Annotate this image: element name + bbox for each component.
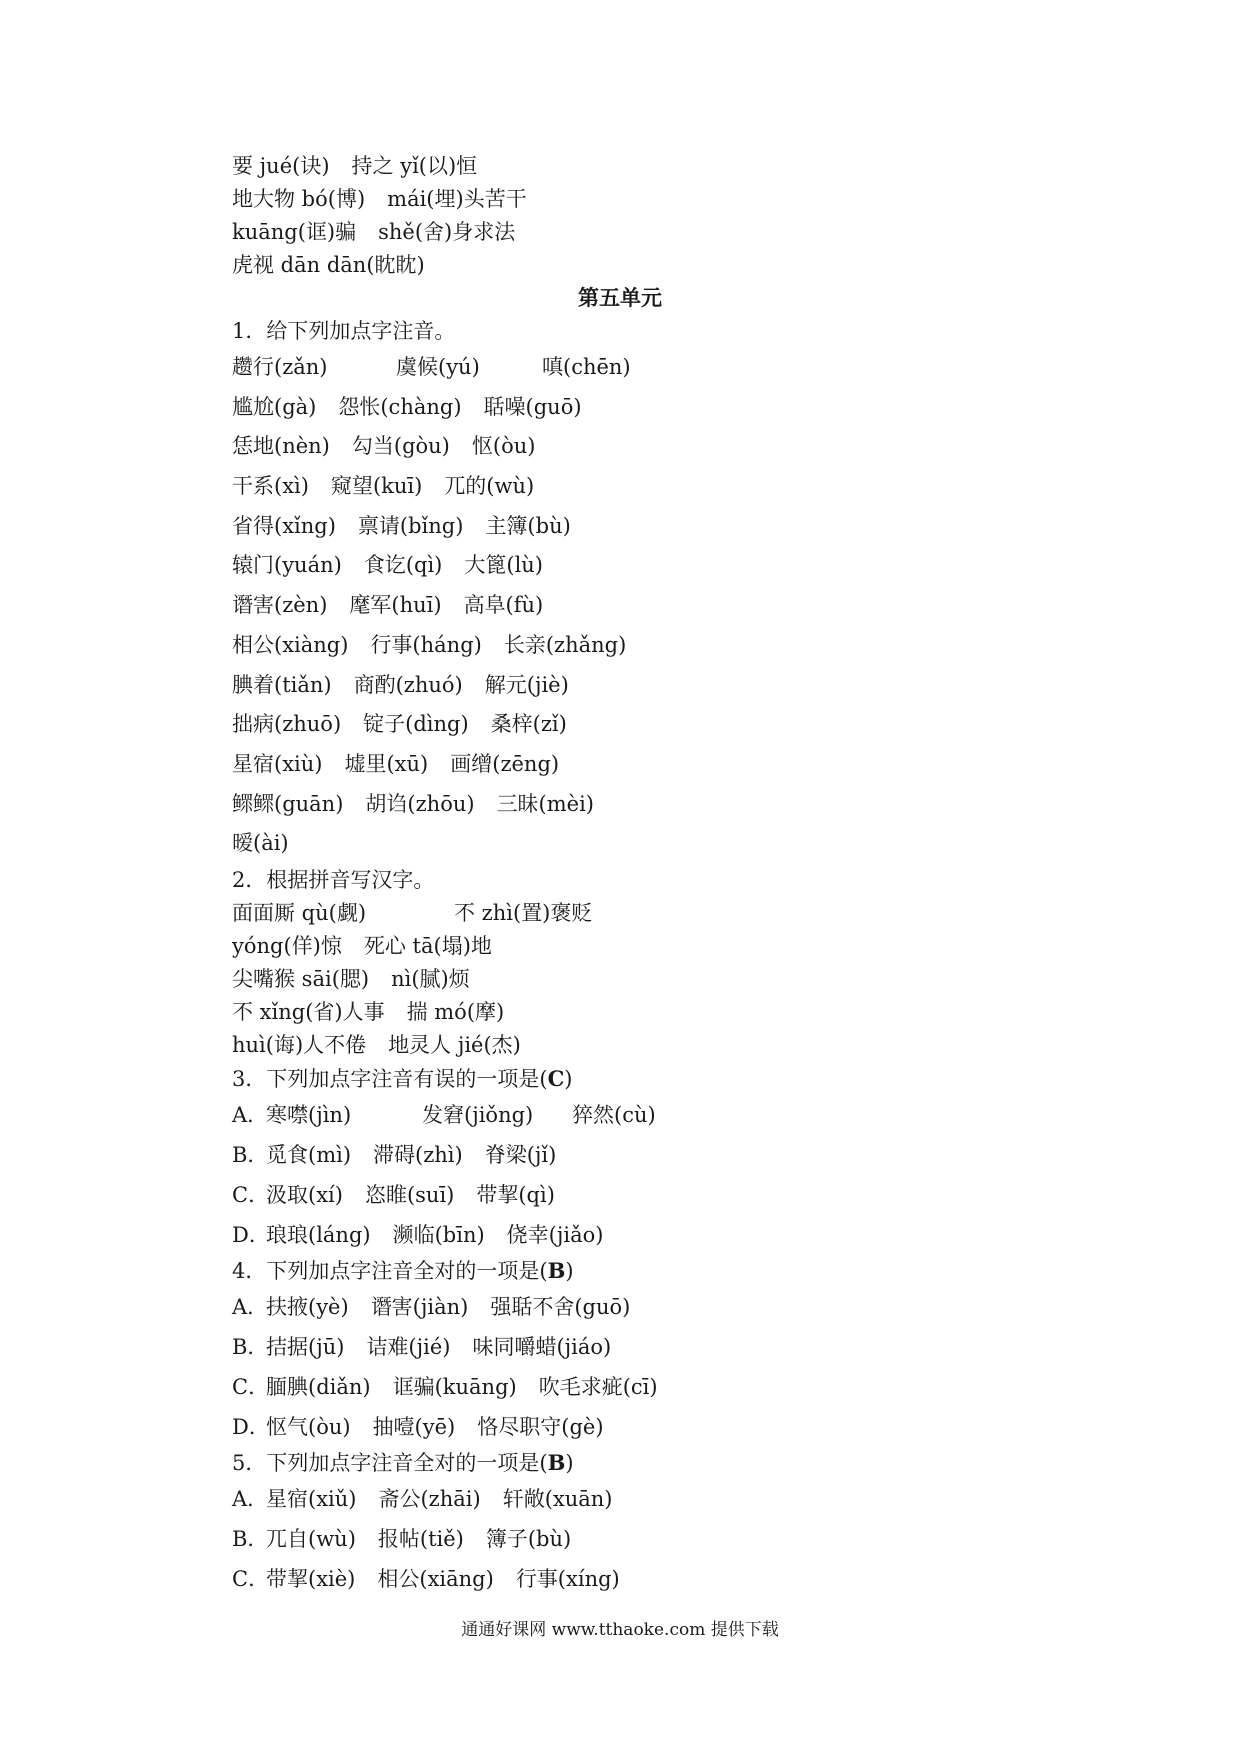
option-letter: B． bbox=[232, 1527, 269, 1551]
question-heading: 2．根据拼音写汉字。 bbox=[232, 868, 435, 892]
vocab-item: 拙病(zhuō) bbox=[232, 712, 342, 737]
option-item: 相公(xiāng) bbox=[377, 1567, 494, 1591]
unit-title: 第五单元 bbox=[578, 286, 662, 310]
vocab-item: kuāng(诓)骗 bbox=[232, 220, 357, 244]
vocab-item: 辕门(yuán) bbox=[232, 553, 342, 578]
vocab-item: 要 jué(诀) bbox=[232, 154, 330, 178]
vocab-item: 干系(xì) bbox=[232, 474, 309, 499]
question-3 bbox=[232, 1062, 932, 1255]
vocab-item: 桑梓(zǐ) bbox=[490, 712, 567, 737]
vocab-item: 地大物 bó(博) bbox=[232, 187, 366, 211]
option-a bbox=[232, 1095, 932, 1135]
option-item: 谮害(jiàn) bbox=[370, 1295, 469, 1319]
top-line bbox=[232, 150, 932, 183]
q1-row bbox=[232, 824, 932, 864]
vocab-item: 虎视 dān dān(眈眈) bbox=[232, 253, 425, 277]
option-letter: A． bbox=[232, 1103, 269, 1127]
q1-row bbox=[232, 507, 932, 547]
q1-row bbox=[232, 467, 932, 507]
option-item: 吹毛求疵(cī) bbox=[538, 1375, 658, 1399]
top-line bbox=[232, 216, 932, 249]
option-item: 汲取(xí) bbox=[266, 1183, 343, 1207]
vocab-item: 持之 yǐ(以)恒 bbox=[351, 154, 478, 178]
option-letter: B． bbox=[232, 1143, 269, 1167]
vocab-item: 虞候(yú) bbox=[396, 355, 480, 379]
vocab-item: 麾军(huī) bbox=[349, 593, 442, 618]
page-footer: 通通好课网 www.tthaoke.com 提供下载 bbox=[461, 1620, 779, 1640]
vocab-item: 尴尬(gà) bbox=[232, 394, 317, 419]
vocab-item: 解元(jiè) bbox=[484, 672, 569, 697]
vocab-item: 谮害(zèn) bbox=[232, 593, 328, 618]
option-letter: D． bbox=[232, 1223, 270, 1247]
vocab-item: 揣 mó(摩) bbox=[406, 1000, 505, 1024]
option-c bbox=[232, 1559, 932, 1599]
option-item: 轩敞(xuān) bbox=[502, 1487, 613, 1511]
option-item: 诘难(jié) bbox=[366, 1335, 451, 1359]
vocab-item: 三昧(mèi) bbox=[496, 791, 595, 816]
question-stem bbox=[232, 1446, 932, 1479]
q1-row bbox=[232, 348, 932, 388]
top-line bbox=[232, 183, 932, 216]
option-item: 寒噤(jìn) bbox=[266, 1103, 352, 1127]
q2-row bbox=[232, 897, 932, 930]
option-item: 带挈(xiè) bbox=[266, 1567, 356, 1591]
question-stem-text: 5．下列加点字注音全对的一项是( bbox=[232, 1451, 548, 1475]
option-d bbox=[232, 1407, 932, 1447]
answer-letter: B bbox=[547, 1258, 566, 1283]
top-line bbox=[232, 249, 932, 282]
question-5 bbox=[232, 1446, 932, 1599]
vocab-item: 高阜(fù) bbox=[463, 593, 544, 618]
q1-row bbox=[232, 388, 932, 428]
q1-row bbox=[232, 705, 932, 745]
vocab-item: 大篦(lù) bbox=[464, 553, 544, 578]
option-item: 觅食(mì) bbox=[266, 1143, 352, 1167]
q1-row bbox=[232, 546, 932, 586]
option-item: 抽噎(yē) bbox=[372, 1415, 456, 1439]
option-c bbox=[232, 1175, 932, 1215]
option-item: 斋公(zhāi) bbox=[378, 1487, 481, 1511]
vocab-item: 食讫(qì) bbox=[363, 553, 443, 578]
vocab-item: 兀的(wù) bbox=[444, 474, 535, 499]
vocab-item: 地灵人 jié(杰) bbox=[388, 1033, 521, 1057]
option-letter: C． bbox=[232, 1375, 270, 1399]
vocab-item: 胡诌(zhōu) bbox=[365, 791, 475, 816]
q1-row bbox=[232, 745, 932, 785]
q2-row bbox=[232, 1029, 932, 1062]
vocab-item: 相公(xiàng) bbox=[232, 632, 349, 657]
option-letter: C． bbox=[232, 1567, 270, 1591]
q1-row bbox=[232, 586, 932, 626]
option-b bbox=[232, 1519, 932, 1559]
option-item: 腼腆(diǎn) bbox=[266, 1375, 371, 1399]
question-heading: 1．给下列加点字注音。 bbox=[232, 319, 456, 343]
vocab-item: 怨怅(chàng) bbox=[338, 394, 462, 419]
question-stem-text: 4．下列加点字注音全对的一项是( bbox=[232, 1259, 548, 1283]
option-item: 濒临(bīn) bbox=[392, 1223, 485, 1247]
q2-row bbox=[232, 996, 932, 1029]
option-item: 报帖(tiě) bbox=[377, 1527, 464, 1551]
vocab-item: 省得(xǐng) bbox=[232, 513, 336, 538]
vocab-item: 长亲(zhǎng) bbox=[503, 632, 627, 657]
option-item: 强聒不舍(guō) bbox=[490, 1295, 631, 1319]
q2-row bbox=[232, 930, 932, 963]
vocab-item: huì(诲)人不倦 bbox=[232, 1033, 367, 1057]
q1-row bbox=[232, 626, 932, 666]
option-a bbox=[232, 1287, 932, 1327]
q1-row bbox=[232, 666, 932, 706]
option-letter: C． bbox=[232, 1183, 270, 1207]
option-item: 恪尽职守(gè) bbox=[477, 1415, 604, 1439]
top-lines bbox=[232, 150, 932, 282]
option-letter: A． bbox=[232, 1295, 269, 1319]
option-item: 带挈(qì) bbox=[476, 1183, 555, 1207]
option-a bbox=[232, 1479, 932, 1519]
option-item: 侥幸(jiǎo) bbox=[506, 1223, 604, 1247]
vocab-item: 嗔(chēn) bbox=[542, 355, 631, 379]
answer-letter: C bbox=[547, 1066, 565, 1091]
vocab-item: nì(腻)烦 bbox=[391, 967, 470, 991]
vocab-item: 腆着(tiǎn) bbox=[232, 672, 332, 697]
vocab-item: 星宿(xiù) bbox=[232, 751, 323, 776]
vocab-item: 鳏鳏(guān) bbox=[232, 791, 344, 816]
vocab-item: 行事(háng) bbox=[370, 632, 482, 657]
vocab-item: 主簿(bù) bbox=[485, 513, 571, 538]
vocab-item: 不 zhì(置)褒贬 bbox=[454, 901, 593, 925]
question-stem bbox=[232, 1062, 932, 1095]
vocab-item: 恁地(nèn) bbox=[232, 434, 330, 459]
question-stem bbox=[232, 1254, 932, 1287]
option-item: 脊梁(jǐ) bbox=[484, 1143, 557, 1167]
option-item: 发窘(jiǒng) bbox=[422, 1103, 534, 1127]
vocab-item: 面面厮 qù(觑) bbox=[232, 901, 367, 925]
option-letter: A． bbox=[232, 1487, 269, 1511]
vocab-item: 商酌(zhuó) bbox=[353, 672, 463, 697]
option-letter: D． bbox=[232, 1415, 270, 1439]
option-item: 味同嚼蜡(jiáo) bbox=[472, 1335, 612, 1359]
option-b bbox=[232, 1327, 932, 1367]
vocab-item: 趱行(zǎn) bbox=[232, 355, 328, 379]
option-item: 拮据(jū) bbox=[266, 1335, 345, 1359]
option-item: 行事(xíng) bbox=[515, 1567, 620, 1591]
vocab-item: 暧(ài) bbox=[232, 831, 289, 856]
vocab-item: 勾当(gòu) bbox=[351, 434, 450, 459]
option-b bbox=[232, 1135, 932, 1175]
vocab-item: 尖嘴猴 sāi(腮) bbox=[232, 967, 370, 991]
option-item: 扶掖(yè) bbox=[266, 1295, 349, 1319]
vocab-item: 禀请(bǐng) bbox=[357, 513, 464, 538]
vocab-item: 窥望(kuī) bbox=[330, 474, 423, 499]
option-item: 怄气(òu) bbox=[266, 1415, 351, 1439]
question-2 bbox=[232, 864, 932, 1062]
question-stem-text: 3．下列加点字注音有误的一项是( bbox=[232, 1067, 548, 1091]
vocab-item: 锭子(dìng) bbox=[363, 712, 469, 737]
option-item: 琅琅(láng) bbox=[266, 1223, 371, 1247]
stem-close: ) bbox=[565, 1259, 574, 1283]
question-4 bbox=[232, 1254, 932, 1447]
option-letter: B． bbox=[232, 1335, 269, 1359]
question-1 bbox=[232, 315, 932, 864]
option-item: 簿子(bù) bbox=[485, 1527, 572, 1551]
vocab-item: 不 xǐng(省)人事 bbox=[232, 1000, 385, 1024]
option-item: 滞碍(zhì) bbox=[373, 1143, 463, 1167]
option-item: 星宿(xiǔ) bbox=[266, 1487, 357, 1511]
option-item: 诓骗(kuāng) bbox=[392, 1375, 517, 1399]
option-item: 猝然(cù) bbox=[572, 1103, 656, 1127]
option-item: 恣睢(suī) bbox=[364, 1183, 455, 1207]
q1-row bbox=[232, 785, 932, 825]
answer-letter: B bbox=[547, 1450, 566, 1475]
vocab-item: 画缯(zēng) bbox=[450, 751, 560, 776]
q2-row bbox=[232, 963, 932, 996]
vocab-item: 墟里(xū) bbox=[344, 751, 429, 776]
option-c bbox=[232, 1367, 932, 1407]
q1-row bbox=[232, 427, 932, 467]
vocab-item: shě(舍)身求法 bbox=[378, 220, 516, 244]
stem-close: ) bbox=[565, 1451, 574, 1475]
vocab-item: yóng(佯)惊 bbox=[232, 934, 342, 958]
option-d bbox=[232, 1215, 932, 1255]
option-item: 兀自(wù) bbox=[266, 1527, 356, 1551]
stem-close: ) bbox=[564, 1067, 573, 1091]
vocab-item: 死心 tā(塌)地 bbox=[363, 934, 492, 958]
vocab-item: 聒噪(guō) bbox=[483, 394, 582, 419]
vocab-item: mái(埋)头苦干 bbox=[387, 187, 527, 211]
vocab-item: 怄(òu) bbox=[471, 434, 536, 459]
